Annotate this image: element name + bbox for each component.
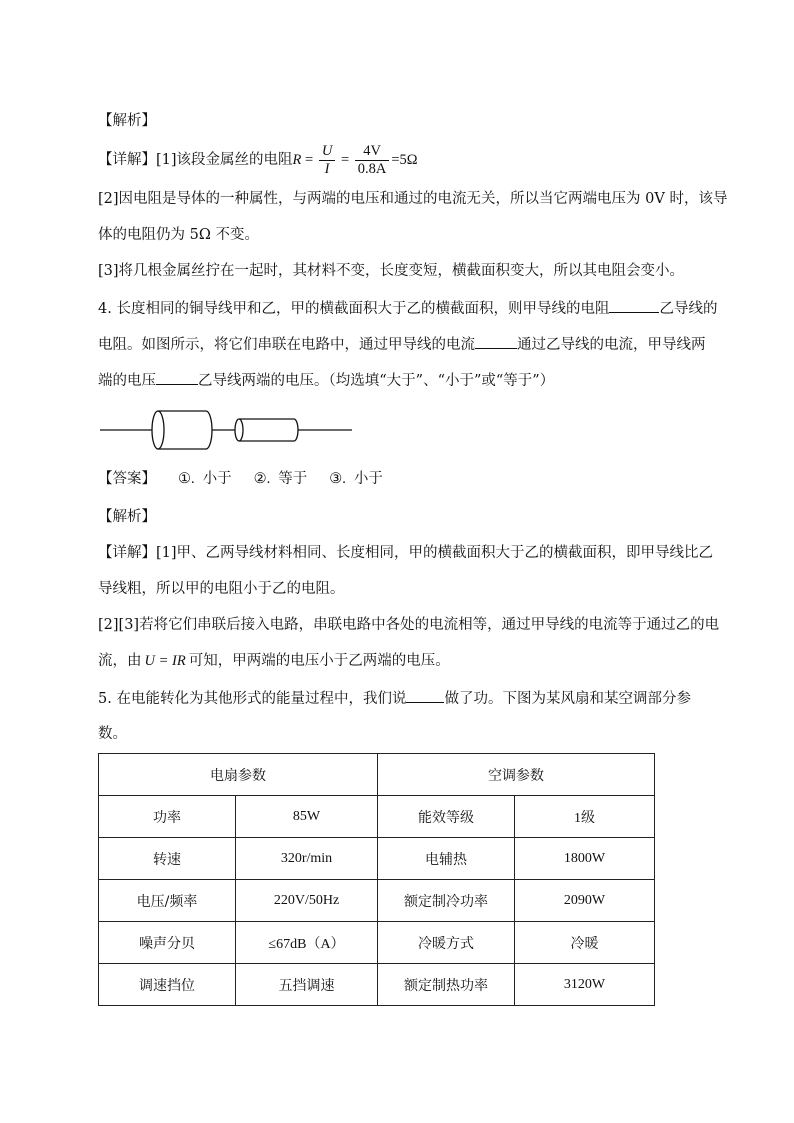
q4-blank-2[interactable] [475, 334, 517, 349]
table-cell: 2090W [515, 880, 655, 922]
q3-detail-line [98, 140, 418, 180]
q4-stem-line1 [98, 298, 717, 319]
q4-answer-line [98, 469, 383, 489]
table-cell: 额定制热功率 [378, 964, 515, 1006]
table-cell: 能效等级 [378, 796, 515, 838]
wire-yi-cylinder [235, 419, 298, 441]
wire-jia-cylinder [152, 411, 212, 449]
table-cell: 额定制冷功率 [378, 880, 515, 922]
q4-answer-label: 【答案】 [98, 471, 156, 487]
q4-answer-3-mark: ③. [329, 471, 346, 487]
table-cell: 220V/50Hz [236, 880, 378, 922]
table-row [99, 964, 655, 1006]
q4-blank-1[interactable] [609, 298, 659, 313]
formula-numerator-u: U [319, 143, 335, 161]
table-cell: 五挡调速 [236, 964, 378, 1006]
table-cell: 转速 [99, 838, 236, 880]
q4-stem-line2-a: 电阻。如图所示，将它们串联在电路中，通过甲导线的电流 [98, 337, 475, 353]
table-header-row [99, 754, 655, 796]
q5-stem-line1-b: 做了功。下图为某风扇和某空调部分参 [444, 691, 691, 707]
table-cell: 功率 [99, 796, 236, 838]
table-row [99, 880, 655, 922]
q4-stem-line3 [98, 370, 554, 391]
formula-fraction-values [355, 143, 390, 178]
formula-lhs: R [292, 152, 302, 168]
q4-answer-3 [329, 469, 383, 489]
table-cell: 冷暖 [515, 922, 655, 964]
ac-params-header: 空调参数 [378, 754, 655, 796]
q4-detail2-line2-a: 流，由 [98, 653, 142, 669]
q4-answer-2-text: 等于 [278, 471, 308, 487]
table-cell: 电压/频率 [99, 880, 236, 922]
q4-detail1-line2: 导线粗，所以甲的电阻小于乙的电阻。 [98, 581, 345, 597]
q4-stem-line1-b: 乙导线的 [659, 301, 718, 317]
q5-blank-1[interactable] [406, 688, 444, 703]
table-cell: 320r/min [236, 838, 378, 880]
formula-numerator-4v: 4V [355, 143, 390, 161]
table-cell: 噪声分贝 [99, 922, 236, 964]
q5-stem-line1-a: 5. 在电能转化为其他形式的能量过程中，我们说 [98, 691, 407, 707]
q4-stem-line3-b: 乙导线两端的电压。（均选填“大于”、“小于”或“等于”） [198, 373, 555, 389]
q4-detail1-line1: 【详解】[1]甲、乙两导线材料相同、长度相同，甲的横截面积大于乙的横截面积，即甲导线比乙 [98, 545, 714, 561]
q4-detail2-line2 [98, 651, 450, 671]
q4-answer-2 [254, 469, 308, 489]
table-cell: 电辅热 [378, 838, 515, 880]
fan-params-header: 电扇参数 [99, 754, 378, 796]
q4-blank-3[interactable] [156, 370, 198, 385]
q4-analysis-heading: 【解析】 [98, 509, 156, 525]
q4-answer-1-text: 小于 [202, 471, 232, 487]
formula-result: =5Ω [391, 152, 418, 168]
q4-answer-1 [178, 469, 232, 489]
ohms-law-formula: U = IR [144, 653, 186, 669]
q3-detail-prefix: 【详解】[1]该段金属丝的电阻 [98, 152, 293, 168]
table-row [99, 838, 655, 880]
table-cell: 85W [236, 796, 378, 838]
q3-point2-line1: [2]因电阻是导体的一种属性，与两端的电压和通过的电流无关，所以当它两端电压为 0V 时，该导 [98, 191, 728, 207]
table-cell: 调速挡位 [99, 964, 236, 1006]
formula-eq: = [301, 152, 317, 168]
q4-stem-line1-a: 4. 长度相同的铜导线甲和乙，甲的横截面积大于乙的横截面积，则甲导线的电阻 [98, 301, 610, 317]
q4-stem-line2 [98, 334, 706, 355]
q5-stem-line1 [98, 688, 691, 709]
table-cell: 1800W [515, 838, 655, 880]
parameter-table [98, 753, 655, 1006]
table-row [99, 796, 655, 838]
q4-detail2-line2-b: 可知，甲两端的电压小于乙两端的电压。 [188, 653, 450, 669]
formula-fraction-ui [319, 143, 335, 178]
q3-point2-line2: 体的电阻仍为 5Ω 不变。 [98, 227, 259, 243]
q5-stem-line2: 数。 [98, 726, 127, 742]
q4-detail2-line1: [2][3]若将它们串联后接入电路，串联电路中各处的电流相等，通过甲导线的电流等于通过乙的电 [98, 617, 720, 633]
wire-diagram [98, 405, 358, 457]
table-cell: 冷暖方式 [378, 922, 515, 964]
q3-point3: [3]将几根金属丝拧在一起时，其材料不变，长度变短，横截面积变大，所以其电阻会变小。 [98, 263, 685, 279]
table-cell: 1级 [515, 796, 655, 838]
table-cell: 3120W [515, 964, 655, 1006]
formula-eq2: = [337, 152, 353, 168]
table-row [99, 922, 655, 964]
q4-stem-line3-a: 端的电压 [98, 373, 156, 389]
q3-analysis-heading: 【解析】 [98, 113, 156, 129]
formula-denominator-i: I [324, 160, 330, 177]
table-cell: ≤67dB（A） [236, 922, 378, 964]
q4-answer-3-text: 小于 [353, 471, 383, 487]
formula-denominator-08a: 0.8A [357, 160, 387, 177]
q4-answer-1-mark: ①. [178, 471, 195, 487]
q4-answer-2-mark: ②. [253, 471, 271, 487]
q4-stem-line2-b: 通过乙导线的电流，甲导线两 [517, 337, 706, 353]
